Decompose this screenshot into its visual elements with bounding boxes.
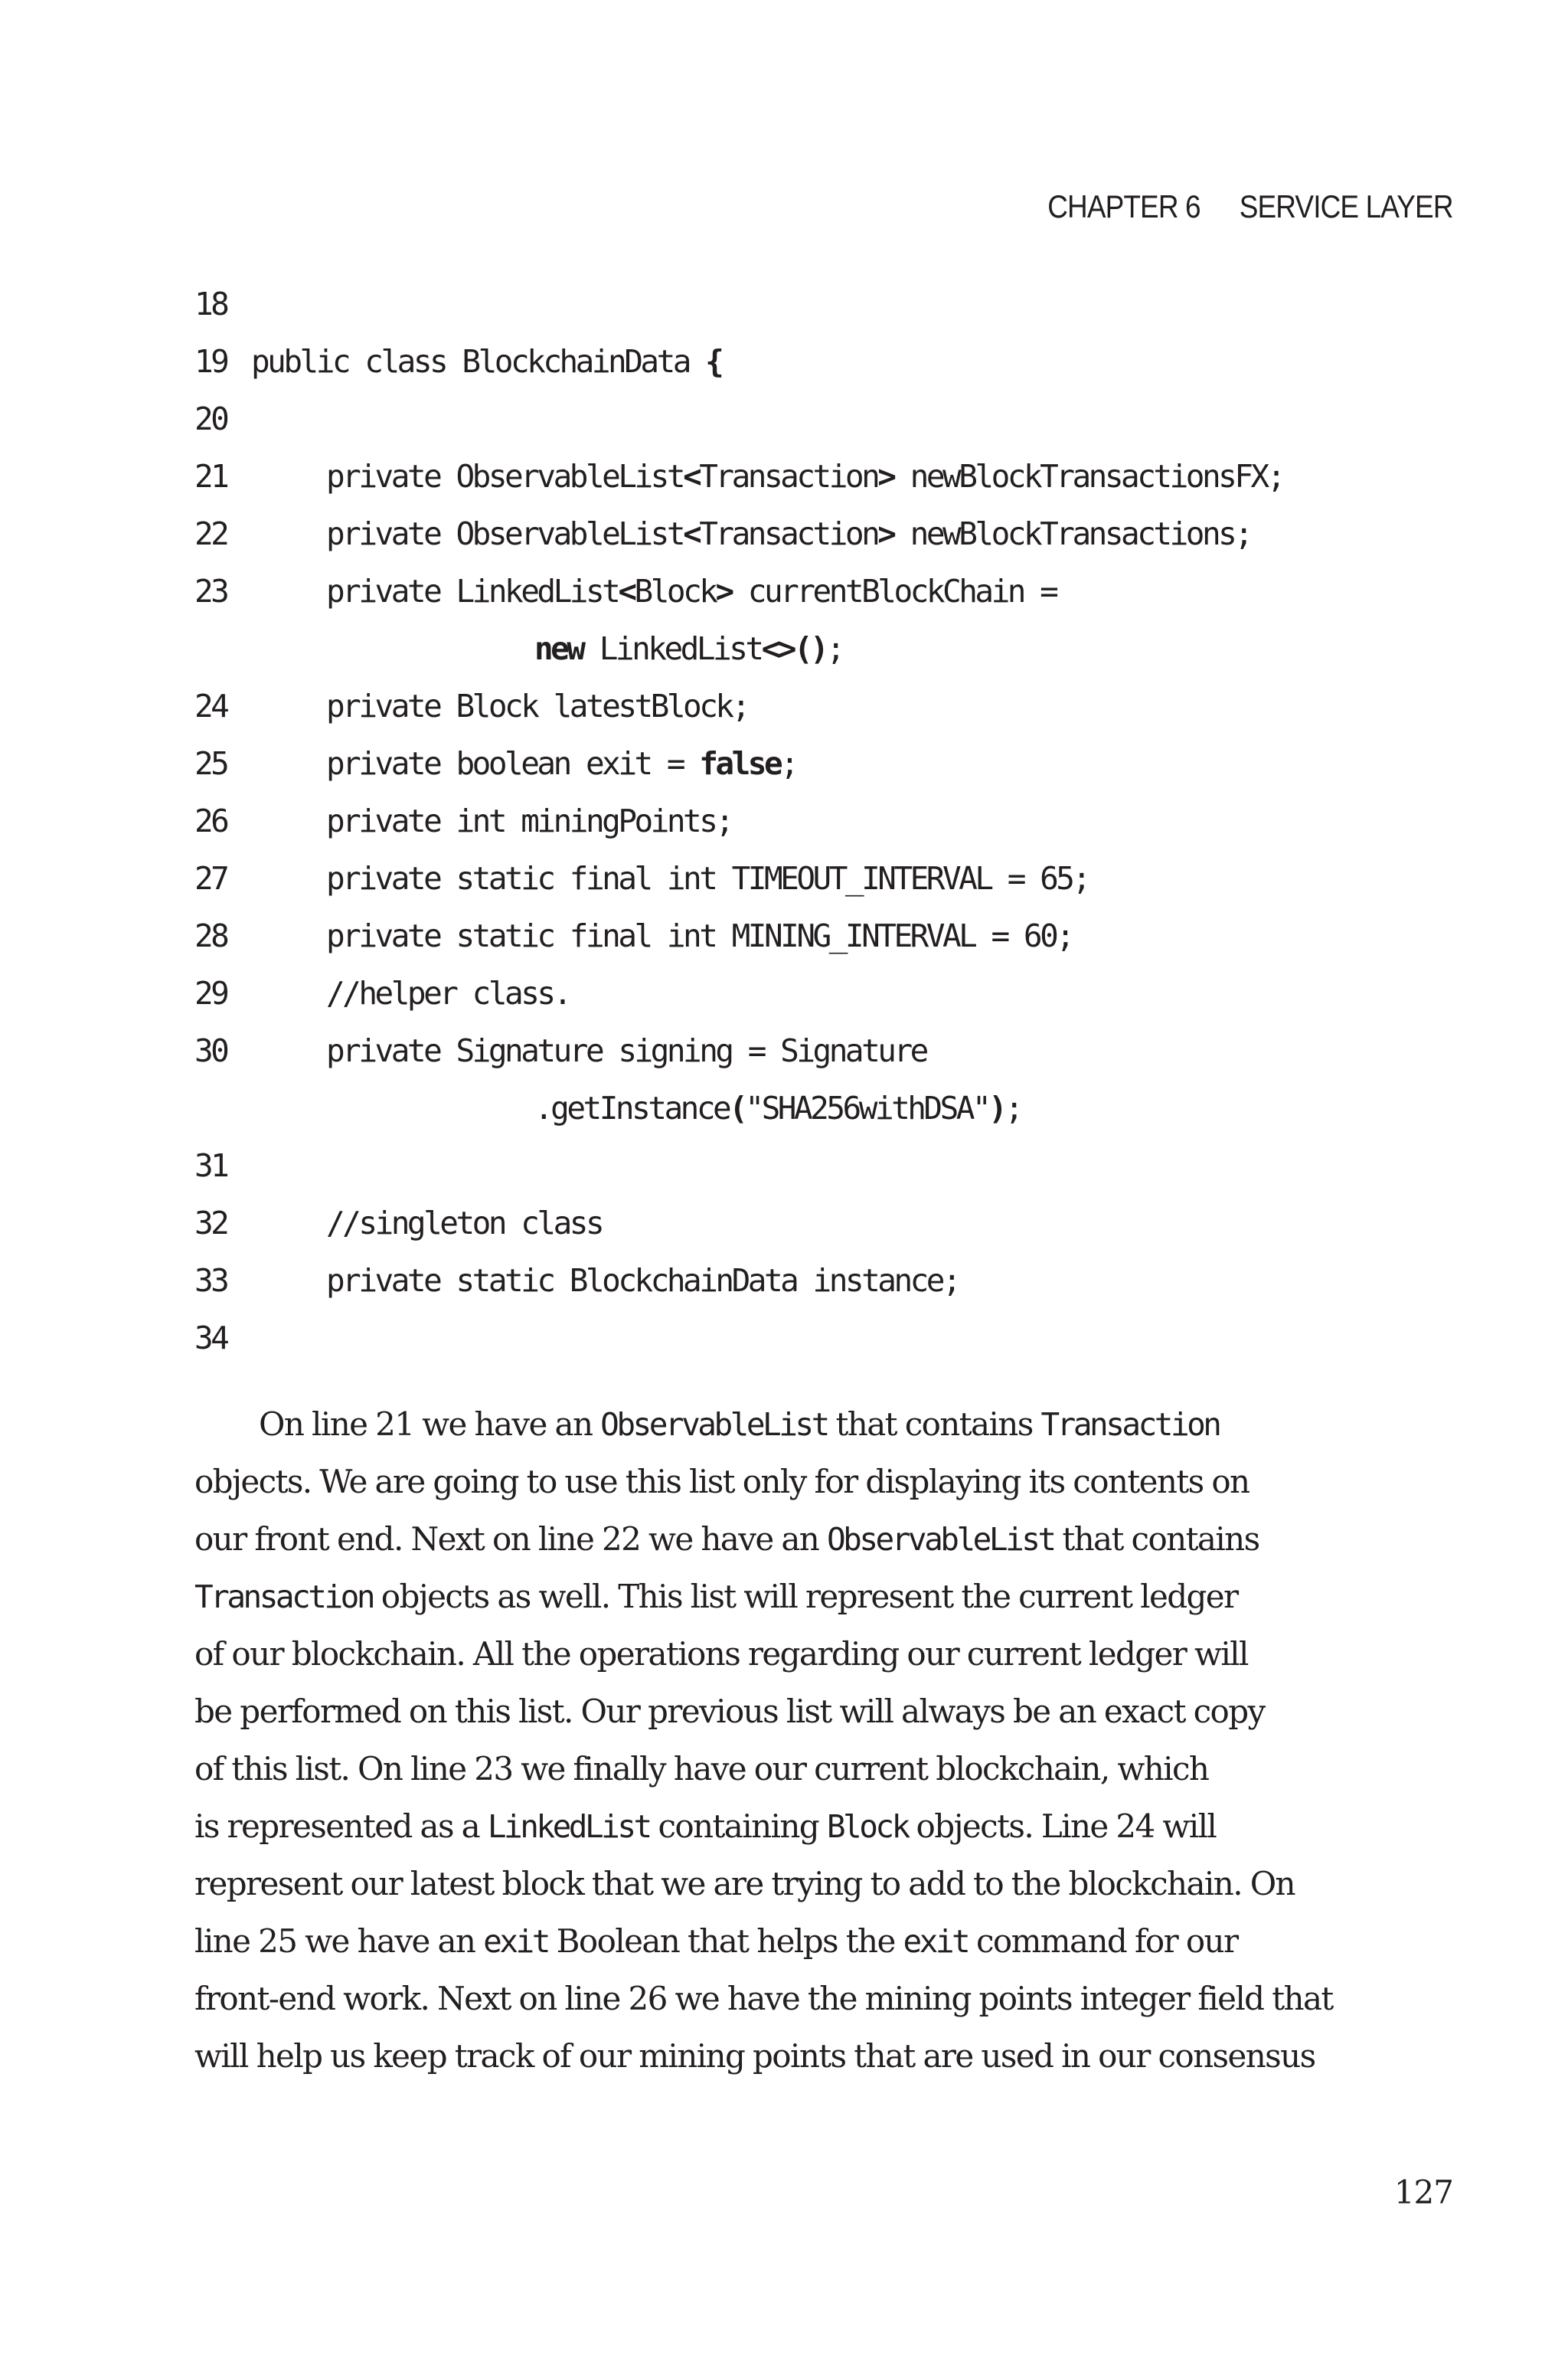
- line-number: 18: [194, 286, 227, 322]
- code-token: ;: [826, 630, 843, 667]
- text-run: that contains: [827, 1405, 1041, 1443]
- paragraph-line: [194, 1625, 1465, 1683]
- code-line: [194, 505, 1496, 563]
- code-token-bold: (: [729, 1090, 746, 1127]
- text-run: of our blockchain. All the operations regarding our current ledger will: [194, 1635, 1248, 1673]
- code-token: Transaction: [699, 515, 878, 552]
- code-token: private Block latestBlock;: [326, 688, 748, 725]
- code-line: [194, 333, 1496, 391]
- code-token: private static final int TIMEOUT_INTERVAL = 65;: [326, 860, 1089, 897]
- inline-code: exit: [903, 1923, 969, 1960]
- paragraph-line: [194, 1855, 1465, 1912]
- code-token-bold: new: [534, 630, 583, 667]
- code-token: Block: [634, 573, 716, 610]
- code-token: LinkedList: [583, 630, 762, 667]
- code-line: [194, 793, 1496, 850]
- code-text: [326, 505, 1251, 563]
- text-run: objects. We are going to use this list only for displaying its contents on: [194, 1463, 1250, 1500]
- line-number: 20: [194, 401, 227, 437]
- text-run: our front end. Next on line 22 we have an: [194, 1520, 827, 1558]
- text-run: represent our latest block that we are trying to add to the blockchain. On: [194, 1865, 1295, 1902]
- code-token-bold: >: [715, 573, 732, 610]
- code-line: [194, 850, 1496, 908]
- line-number: 29: [194, 975, 227, 1012]
- text-run: front-end work. Next on line 26 we have the mining points integer field that: [194, 1980, 1333, 2017]
- code-token: private LinkedList: [326, 573, 619, 610]
- code-line: [194, 908, 1496, 965]
- code-text: [326, 563, 1056, 620]
- code-line: [194, 1310, 1496, 1367]
- code-text: [326, 965, 570, 1022]
- line-number: 23: [194, 573, 227, 610]
- line-number: 26: [194, 803, 227, 839]
- code-token-bold: >: [877, 458, 894, 495]
- line-number: 21: [194, 458, 227, 495]
- code-line: [194, 620, 1496, 678]
- text-run: objects as well. This list will represent the current ledger: [373, 1578, 1238, 1615]
- text-run: line 25 we have an: [194, 1922, 484, 1960]
- code-listing: [194, 276, 1496, 1367]
- code-text: [326, 735, 796, 793]
- inline-code: LinkedList: [487, 1808, 650, 1845]
- code-line: [194, 391, 1496, 448]
- code-text: [326, 448, 1283, 505]
- code-text: [251, 333, 721, 391]
- code-token: //helper class.: [326, 975, 570, 1012]
- line-number: 34: [194, 1320, 227, 1356]
- code-line: [194, 1137, 1496, 1195]
- code-line: [194, 678, 1496, 735]
- code-token-bold: <: [683, 458, 700, 495]
- code-line: [194, 448, 1496, 505]
- code-line: [194, 1080, 1496, 1137]
- line-number: 31: [194, 1147, 227, 1184]
- line-number: 33: [194, 1262, 227, 1299]
- code-text: [326, 1252, 959, 1310]
- code-token-bold: ): [988, 1090, 1005, 1127]
- code-token: .getInstance: [534, 1090, 730, 1127]
- code-token: currentBlockChain =: [731, 573, 1057, 610]
- paragraph-line: [194, 1740, 1465, 1797]
- code-text: [534, 620, 843, 678]
- text-run: that contains: [1054, 1520, 1259, 1558]
- code-token-bold: <: [683, 515, 700, 552]
- inline-code: Transaction: [194, 1578, 374, 1615]
- line-number: 28: [194, 918, 227, 954]
- code-token-bold: <>(): [761, 630, 827, 667]
- chapter-label: CHAPTER 6: [1047, 188, 1201, 224]
- text-run: of this list. On line 23 we finally have our current blockchain, which: [194, 1750, 1209, 1788]
- inline-code: ObservableList: [827, 1521, 1054, 1558]
- line-number: 19: [194, 343, 227, 380]
- code-token: private static final int MINING_INTERVAL = 60;: [326, 918, 1073, 954]
- line-number: 22: [194, 515, 227, 552]
- code-text: [326, 793, 732, 850]
- page-number: 127: [1393, 2174, 1453, 2211]
- code-token: ;: [780, 745, 797, 782]
- inline-code: ObservableList: [600, 1406, 828, 1443]
- code-text: [326, 908, 1072, 965]
- text-run: On line 21 we have an: [259, 1405, 601, 1443]
- code-token: //singleton class: [326, 1205, 603, 1241]
- code-line: [194, 965, 1496, 1022]
- inline-code: Block: [826, 1808, 908, 1845]
- line-number: 32: [194, 1205, 227, 1241]
- code-token-bold: {: [705, 343, 722, 380]
- paragraph-line: [194, 2027, 1465, 2085]
- text-run: command for our: [968, 1922, 1238, 1960]
- text-run: containing: [649, 1807, 827, 1845]
- code-text: [534, 1080, 1021, 1137]
- code-token-bold: false: [699, 745, 781, 782]
- code-line: [194, 563, 1496, 620]
- code-token: private ObservableList: [326, 515, 684, 552]
- code-token: Transaction: [699, 458, 878, 495]
- body-paragraph: [194, 1395, 1465, 2085]
- code-line: [194, 1252, 1496, 1310]
- code-token: private static BlockchainData instance;: [326, 1262, 959, 1299]
- inline-code: Transaction: [1040, 1406, 1220, 1443]
- code-text: [326, 678, 748, 735]
- code-token-bold: >: [877, 515, 894, 552]
- code-token: "SHA256withDSA": [745, 1090, 989, 1127]
- code-token: private int miningPoints;: [326, 803, 732, 839]
- inline-code: exit: [483, 1923, 548, 1960]
- text-run: will help us keep track of our mining points that are used in our consensus: [194, 2037, 1315, 2075]
- code-text: [326, 1022, 926, 1080]
- paragraph-line: [194, 1912, 1465, 1970]
- paragraph-line: [194, 1453, 1465, 1510]
- code-token: newBlockTransactions;: [893, 515, 1251, 552]
- code-line: [194, 276, 1496, 333]
- paragraph-line: [194, 1395, 1465, 1453]
- running-head: [1048, 188, 1453, 225]
- code-token: private boolean exit =: [326, 745, 700, 782]
- line-number: 30: [194, 1032, 227, 1069]
- section-title: SERVICE LAYER: [1240, 188, 1453, 224]
- paragraph-line: [194, 1510, 1465, 1568]
- line-number: 27: [194, 860, 227, 897]
- paragraph-line: [194, 1970, 1465, 2027]
- code-text: [326, 1195, 602, 1252]
- code-line: [194, 735, 1496, 793]
- code-line: [194, 1195, 1496, 1252]
- text-run: is represented as a: [194, 1807, 488, 1845]
- code-token: newBlockTransactionsFX;: [893, 458, 1283, 495]
- paragraph-line: [194, 1683, 1465, 1740]
- code-token: ;: [1004, 1090, 1021, 1127]
- line-number: 25: [194, 745, 227, 782]
- code-token-bold: <: [618, 573, 635, 610]
- paragraph-line: [194, 1797, 1465, 1855]
- code-token: public class BlockchainData: [251, 343, 706, 380]
- text-run: objects. Line 24 will: [907, 1807, 1217, 1845]
- code-line: [194, 1022, 1496, 1080]
- text-run: Boolean that helps the: [547, 1922, 903, 1960]
- line-number: 24: [194, 688, 227, 725]
- text-run: be performed on this list. Our previous list will always be an exact copy: [194, 1693, 1265, 1730]
- code-token: private Signature signing = Signature: [326, 1032, 926, 1069]
- code-token: private ObservableList: [326, 458, 684, 495]
- paragraph-line: [194, 1568, 1465, 1625]
- code-text: [326, 850, 1089, 908]
